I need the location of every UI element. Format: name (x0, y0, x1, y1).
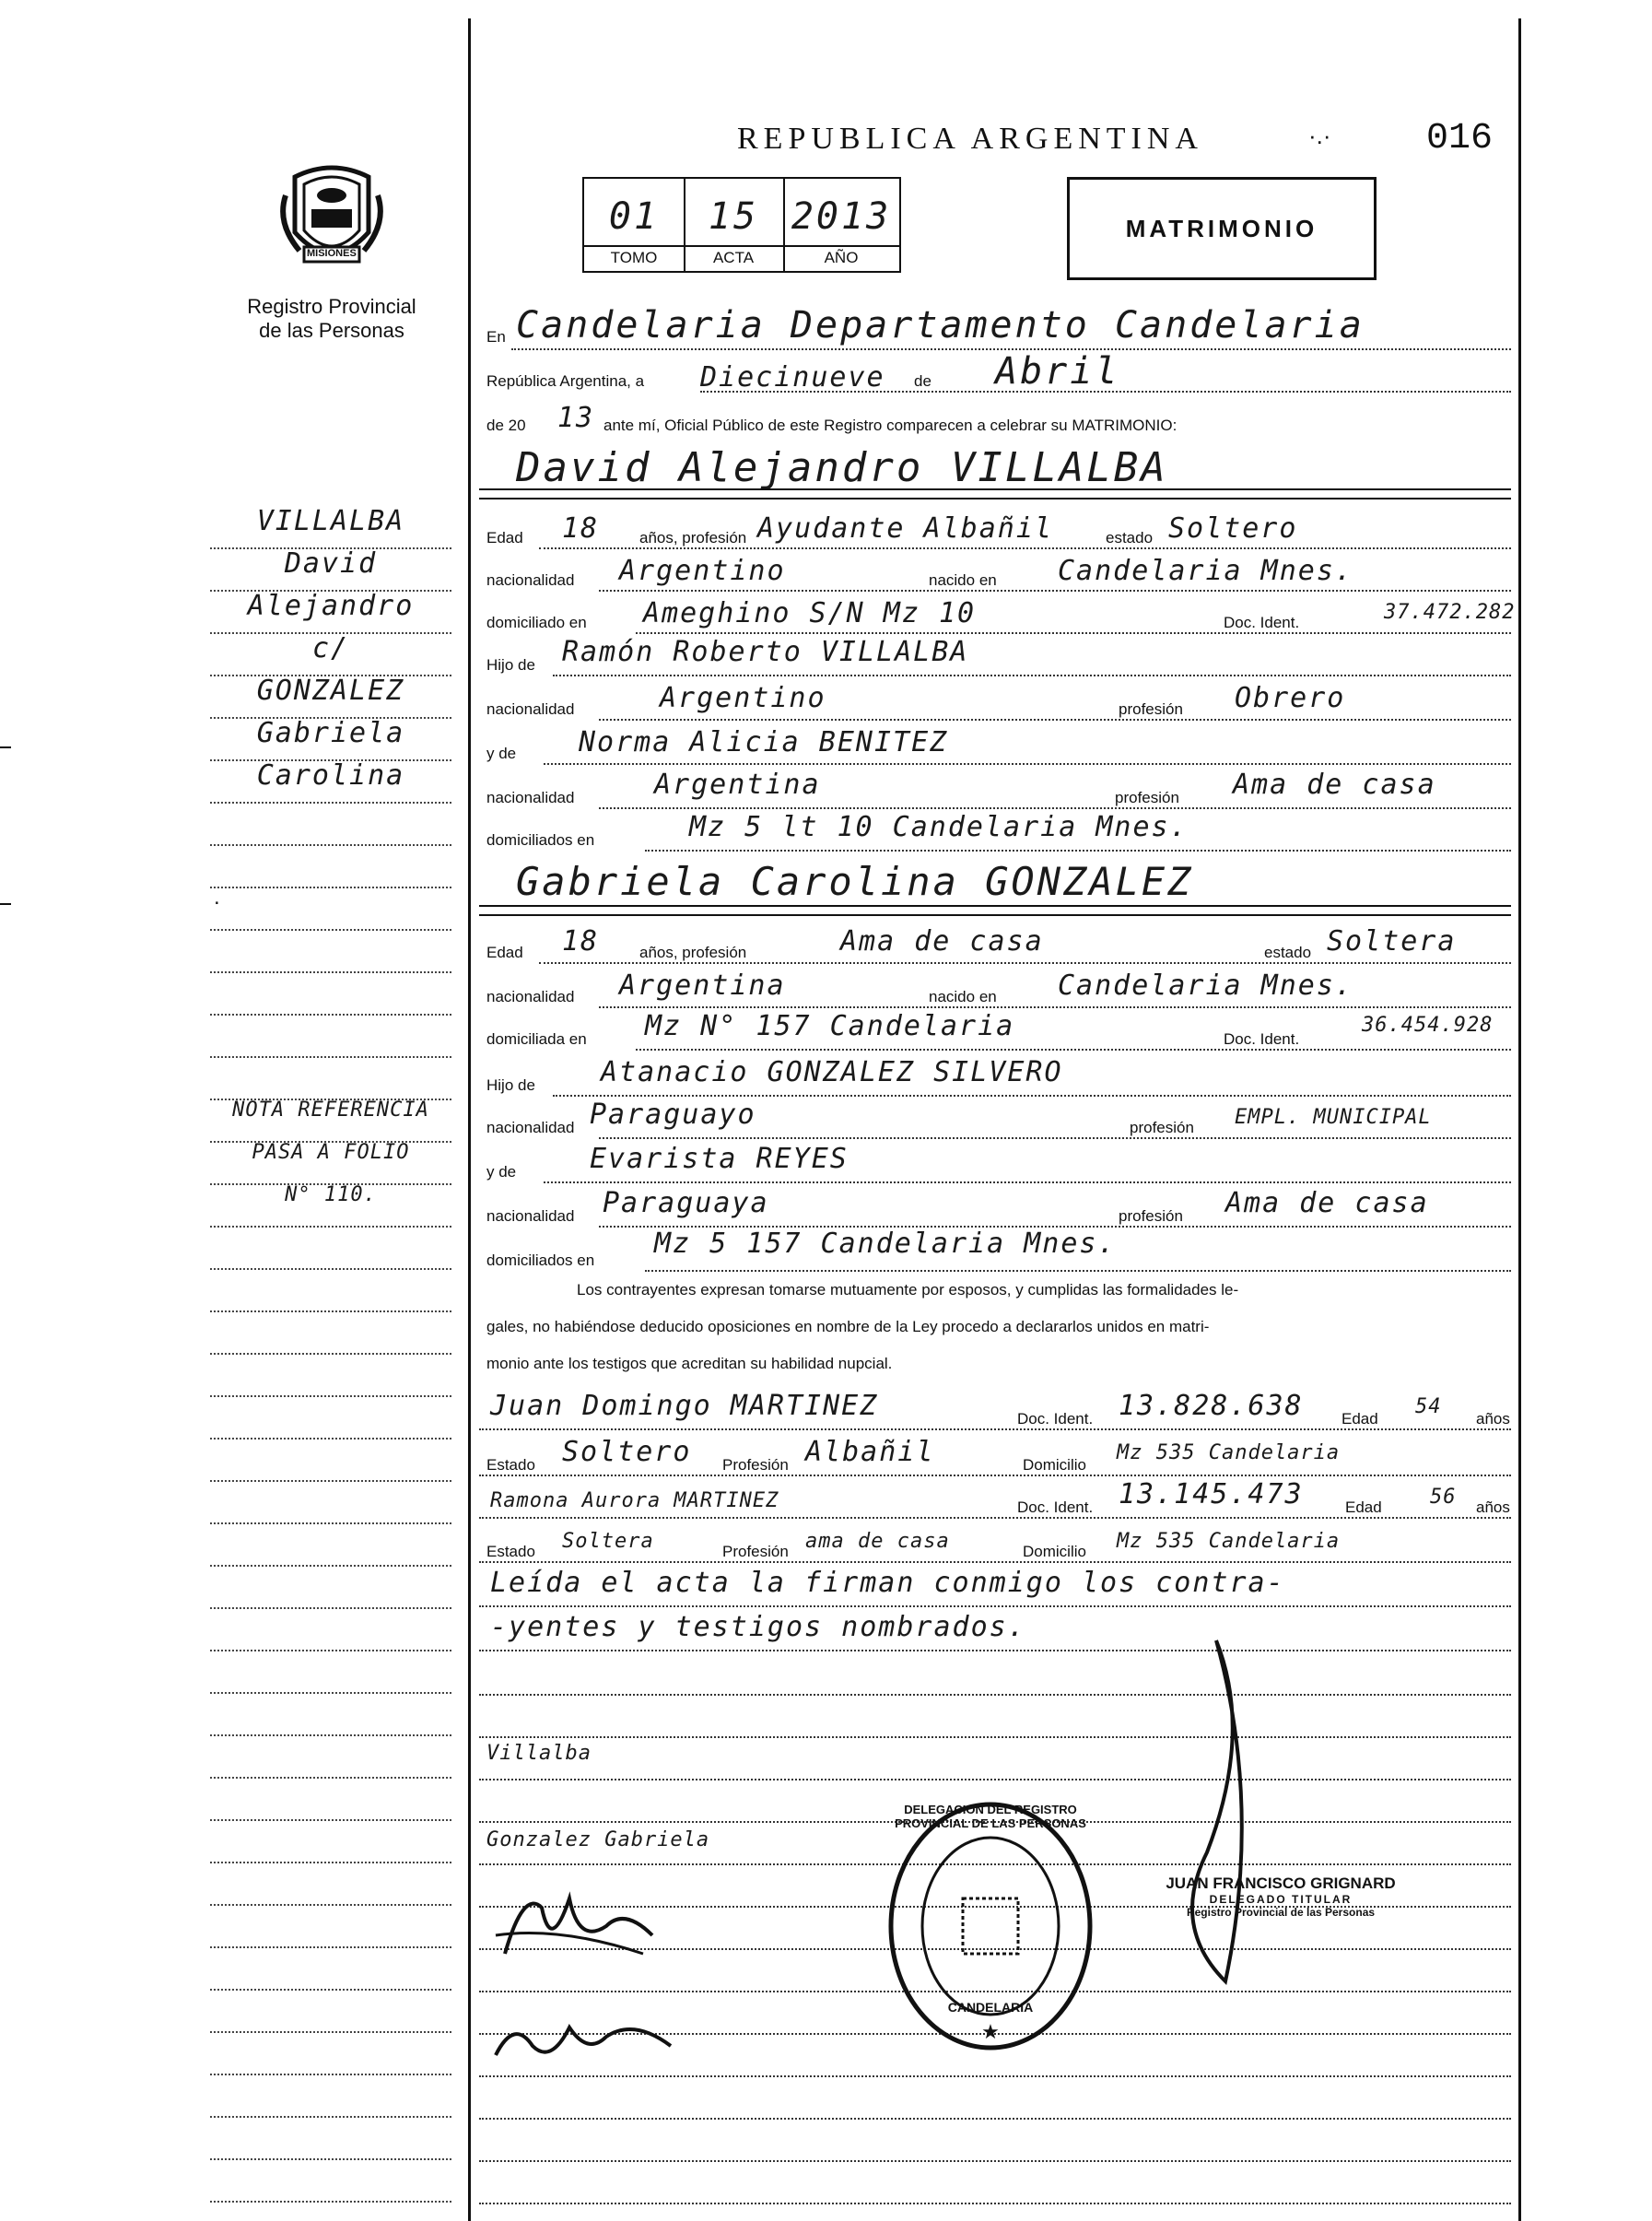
bride-dom-label: domiciliada en (486, 1030, 587, 1048)
groom-mother-prof-label: profesión (1115, 789, 1179, 806)
groom-mother-prof: Ama de casa (1233, 769, 1436, 801)
year-suffix: 13 (557, 402, 595, 434)
country-title: REPUBLICA ARGENTINA (737, 122, 1203, 156)
bride-domicile: Mz N° 157 Candelaria (645, 1010, 1015, 1042)
bride-born: Candelaria Mnes. (1058, 969, 1353, 1002)
acta-label: ACTA (712, 249, 755, 266)
en-label: En (486, 328, 506, 346)
margin-rule (210, 1353, 451, 1355)
margin-rule (210, 1310, 451, 1312)
body-rule (479, 1736, 1511, 1738)
signature-witness1-scribble (486, 1871, 671, 1972)
margin-note-line: PASA A FOLIO (252, 1141, 410, 1164)
official-seal (885, 1797, 1096, 2055)
bride-mother-label: y de (486, 1163, 517, 1181)
margin-name-line: VILLALBA (256, 505, 405, 537)
margin-rule (210, 1565, 451, 1567)
groom-father-prof: Obrero (1235, 682, 1346, 714)
dot-mark: ·.· (1308, 122, 1331, 149)
witness1-age-unit: años (1476, 1410, 1510, 1428)
margin-note (210, 1099, 451, 1226)
bride-mother-nat: Paraguaya (603, 1187, 769, 1219)
witness2-dom-label: Domicilio (1023, 1543, 1086, 1560)
margin-rule (210, 2158, 451, 2160)
groom-father: Ramón Roberto VILLALBA (562, 636, 969, 668)
groom-domicile: Ameghino S/N Mz 10 (643, 597, 977, 629)
witness2-status: Soltera (562, 1530, 654, 1553)
groom-father-label: Hijo de (486, 656, 535, 674)
margin-name-line: c/ (311, 632, 350, 664)
margin-name-line: GONZALEZ (256, 675, 405, 707)
tomo-label: TOMO (610, 249, 658, 266)
margin-name-line: Carolina (256, 759, 405, 792)
margin-rule (210, 1777, 451, 1779)
edge-mark (0, 903, 11, 905)
bride-father: Atanacio GONZALEZ SILVERO (601, 1056, 1063, 1088)
margin-rule (210, 1014, 451, 1016)
seal-bottom-text: CANDELARIA (947, 2000, 1034, 2015)
bride-mother-nat-label: nacionalidad (486, 1207, 575, 1225)
signature-bride: Gonzalez Gabriela (486, 1828, 710, 1851)
groom-born-label: nacido en (929, 571, 997, 589)
registry-line1: Registro Provincial (247, 295, 416, 318)
margin-rule (210, 844, 451, 846)
edge-mark (0, 746, 11, 748)
closing-line1: Leída el acta la firman conmigo los contra- (490, 1567, 1285, 1599)
body-rule (479, 2203, 1511, 2204)
official-role: DELEGADO TITULAR (1209, 1893, 1353, 1906)
de-label: de (914, 372, 931, 390)
margin-rule (210, 2116, 451, 2118)
groom-mother-nat-label: nacionalidad (486, 789, 575, 806)
groom-mother: Norma Alicia BENITEZ (579, 726, 949, 758)
margin-rule (210, 971, 451, 973)
registry-line2: de las Personas (259, 319, 404, 342)
groom-parents-dom-label: domiciliados en (486, 831, 595, 849)
seal-ring-text: DELEGACION DEL REGISTRO PROVINCIAL DE LAS PERSONAS (895, 1803, 1086, 1830)
witness2-profession: ama de casa (805, 1530, 950, 1553)
bride-age: 18 (562, 925, 600, 958)
bride-full-name: Gabriela Carolina GONZALEZ (516, 859, 1194, 904)
bride-doc-label: Doc. Ident. (1224, 1030, 1300, 1048)
bride-status-label: estado (1264, 944, 1312, 961)
groom-father-nat-label: nacionalidad (486, 700, 575, 718)
margin-rule (210, 1395, 451, 1397)
anio-label: AÑO (824, 249, 859, 266)
margin-rule (210, 1522, 451, 1524)
official-stamp (1124, 1874, 1437, 1919)
witness1-domicile: Mz 535 Candelaria (1117, 1441, 1341, 1464)
witness2-prof-label: Profesión (722, 1543, 789, 1560)
month: Abril (995, 350, 1120, 393)
margin-note-line: NOTA REFERENCIA (232, 1099, 429, 1122)
place: Candelaria Departamento Candelaria (516, 304, 1365, 347)
groom-age: 18 (562, 512, 600, 545)
groom-full-name: David Alejandro VILLALBA (516, 444, 1168, 491)
groom-dom-label: domiciliado en (486, 614, 587, 631)
official-name: JUAN FRANCISCO GRIGNARD (1166, 1874, 1396, 1892)
folio-number: 016 (1426, 118, 1494, 159)
margin-rule (210, 2031, 451, 2033)
declaration-line2: gales, no habiéndose deducido oposiciones en nombre de la Ley procedo a declararlos unidos en matri- (486, 1318, 1210, 1335)
witness1-age: 54 (1415, 1395, 1442, 1418)
witness2-doc-label: Doc. Ident. (1017, 1498, 1094, 1516)
body-rule (479, 2160, 1511, 2162)
groom-father-prof-label: profesión (1119, 700, 1183, 718)
seal-star: ★ (981, 2020, 1000, 2043)
margin-rule (210, 1226, 451, 1228)
margin-rule (210, 1819, 451, 1821)
witness2-age-unit: años (1476, 1498, 1510, 1516)
witness2-status-label: Estado (486, 1543, 535, 1560)
margin-rule (210, 1904, 451, 1906)
bride-nationality: Argentina (619, 969, 786, 1002)
margin-rule (210, 929, 451, 931)
witness1-profession: Albañil (805, 1436, 935, 1468)
groom-father-nat: Argentino (660, 682, 826, 714)
bride-age-label: Edad (486, 944, 523, 961)
groom-mother-label: y de (486, 745, 517, 762)
witness2-age: 56 (1430, 1486, 1457, 1509)
coat-of-arms-icon (276, 159, 387, 278)
witness1-age-label: Edad (1342, 1410, 1378, 1428)
groom-age-label: Edad (486, 529, 523, 546)
margin-rule (210, 887, 451, 888)
bride-nat-label: nacionalidad (486, 988, 575, 1005)
witness1-doc-label: Doc. Ident. (1017, 1410, 1094, 1428)
body-rule (479, 2075, 1511, 2077)
margin-name-line: Alejandro (247, 590, 415, 622)
body-rule (479, 2118, 1511, 2120)
witness2-doc: 13.145.473 (1119, 1478, 1304, 1510)
margin-rule (210, 1862, 451, 1863)
groom-mother-nat: Argentina (654, 769, 821, 801)
margin-rule (210, 802, 451, 804)
signature-official-scribble (1152, 1622, 1281, 1991)
witness2-age-label: Edad (1345, 1498, 1382, 1516)
body-rule (479, 1694, 1511, 1696)
closing-line2: -yentes y testigos nombrados. (490, 1611, 1026, 1643)
margin-rule (210, 1438, 451, 1440)
groom-status-label: estado (1106, 529, 1154, 546)
bride-doc: 36.454.928 (1362, 1014, 1494, 1037)
margin-rule (210, 2074, 451, 2075)
witness2-domicile: Mz 535 Candelaria (1117, 1530, 1341, 1553)
day: Diecinueve (700, 361, 885, 394)
margin-note-line: N° 110. (285, 1183, 377, 1206)
witness1-doc: 13.828.638 (1119, 1390, 1304, 1422)
margin-rule (210, 2201, 451, 2203)
groom-profession: Ayudante Albañil (757, 512, 1053, 545)
bride-father-label: Hijo de (486, 1076, 535, 1094)
groom-doc-label: Doc. Ident. (1224, 614, 1300, 631)
margin-rule (210, 1692, 451, 1694)
margin-rule (210, 1607, 451, 1609)
acta-value: 15 (708, 195, 759, 238)
groom-age-unit: años, profesión (639, 529, 747, 546)
margin-name-line: Gabriela (256, 717, 405, 749)
margin-rule (210, 1480, 451, 1482)
signature-groom: Villalba (486, 1742, 592, 1765)
registry-name (212, 295, 451, 343)
record-type: MATRIMONIO (1067, 177, 1377, 280)
official-org: Registro Provincial de las Personas (1186, 1906, 1376, 1919)
groom-doc: 37.472.282 (1384, 601, 1516, 624)
bride-mother-prof-label: profesión (1119, 1207, 1183, 1225)
body-rule (479, 1779, 1511, 1780)
margin-rule (210, 1734, 451, 1736)
declaration (486, 1272, 1511, 1382)
bride-father-nat-label: nacionalidad (486, 1119, 575, 1136)
groom-parents-dom: Mz 5 lt 10 Candelaria Mnes. (689, 811, 1189, 843)
tomo-value: 01 (608, 195, 660, 238)
bride-status: Soltera (1327, 925, 1457, 958)
margin-dot-mark: . (214, 885, 220, 910)
signature-witness2-scribble (486, 2000, 689, 2074)
margin-rule (210, 1056, 451, 1058)
record-box (582, 177, 901, 273)
bride-father-nat: Paraguayo (590, 1099, 756, 1131)
margin-rule (210, 1650, 451, 1651)
bride-born-label: nacido en (929, 988, 997, 1005)
statement: ante mí, Oficial Público de este Registro comparecen a celebrar su MATRIMONIO: (603, 417, 1177, 434)
bride-age-unit: años, profesión (639, 944, 747, 961)
declaration-line3: monio ante los testigos que acreditan su habilidad nupcial. (486, 1355, 893, 1372)
bride-father-prof: EMPL. MUNICIPAL (1235, 1106, 1432, 1129)
bride-parents-dom-label: domiciliados en (486, 1252, 595, 1269)
groom-nationality: Argentino (619, 555, 786, 587)
bride-father-prof-label: profesión (1130, 1119, 1194, 1136)
groom-born: Candelaria Mnes. (1058, 555, 1353, 587)
margin-rule (210, 1946, 451, 1948)
bride-mother: Evarista REYES (590, 1143, 849, 1175)
margin-rule (210, 1268, 451, 1270)
witness1-name: Juan Domingo MARTINEZ (490, 1390, 879, 1422)
witness1-dom-label: Domicilio (1023, 1456, 1086, 1474)
margin-name-line: David (284, 547, 378, 580)
province-logo (276, 159, 387, 278)
groom-status: Soltero (1168, 512, 1298, 545)
margin-names (210, 505, 451, 802)
witness1-prof-label: Profesión (722, 1456, 789, 1474)
year-prefix: de 20 (486, 417, 526, 434)
republic-label: República Argentina, a (486, 372, 645, 390)
left-border (468, 18, 471, 2221)
groom-nat-label: nacionalidad (486, 571, 575, 589)
bride-mother-prof: Ama de casa (1225, 1187, 1429, 1219)
bride-profession: Ama de casa (840, 925, 1044, 958)
logo-text: MISIONES (307, 248, 357, 259)
margin-rule (210, 1989, 451, 1991)
anio-value: 2013 (791, 195, 892, 238)
bride-parents-dom: Mz 5 157 Candelaria Mnes. (654, 1228, 1117, 1260)
witness1-status-label: Estado (486, 1456, 535, 1474)
right-border (1518, 18, 1521, 2221)
seal-icon (885, 1797, 1096, 2055)
witness2-name: Ramona Aurora MARTINEZ (490, 1489, 779, 1512)
witness1-status: Soltero (562, 1436, 692, 1468)
declaration-line1: Los contrayentes expresan tomarse mutuamente por esposos, y cumplidas las formalidades le- (577, 1281, 1239, 1299)
